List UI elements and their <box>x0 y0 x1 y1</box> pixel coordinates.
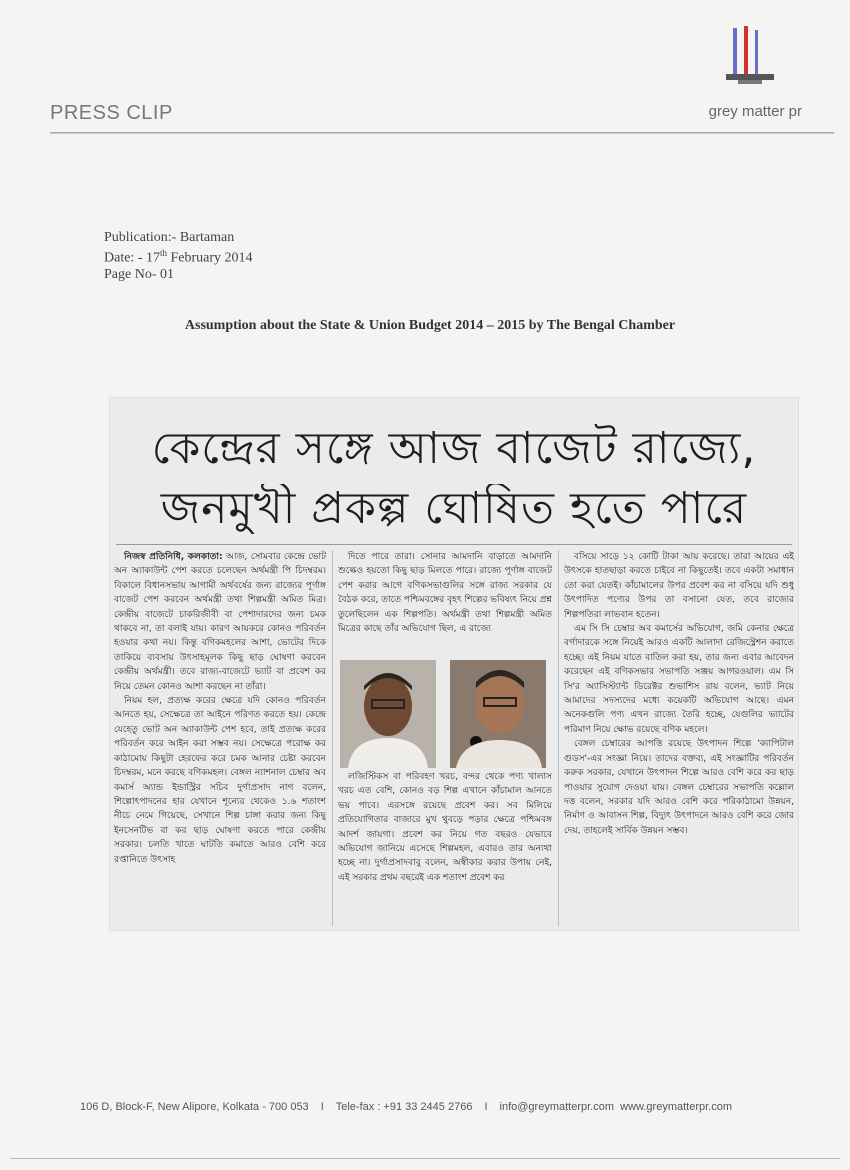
contact-footer <box>80 1101 732 1113</box>
footer-website[interactable]: www.greymatterpr.com <box>620 1101 733 1113</box>
footer-email[interactable]: info@greymatterpr.com <box>499 1101 615 1113</box>
article-paragraph: দিতে পারে তারা। সোনার আমদানি বাড়াতে আমদানি শুল্কেও হয়তো কিছু ছাড় মিলতে পারে। রাজ্যে পূর্ণাঙ্গ বাজেট পেশ করার আগে বণিকসভাগুলির সঙ্গে রাজ্য সরকার যে বৈঠক করে, তাতে পশ্চিমবঙ্গের বৃহৎ শিল্পের ভবিষ্যৎ নিয়ে প্রশ্ন তুলেছিলেন এক শিল্পপতি। অর্থমন্ত্রী তথা শিল্পমন্ত্রী অমিত মিত্রের কাছে তাঁর অভিযোগ ছিল, এ রাজ্যে <box>338 552 552 635</box>
article-text: আজ, সোমবার কেন্দ্রে ভোট অন অ্যাকাউন্ট পেশ করতে চলেছেন অর্থমন্ত্রী পি চিদম্বরম। বিকালে বিধানসভায় আগামী অর্থবর্ষের জন্য রাজ্যের পূর্ণাঙ্গ বাজেট পেশ করবেন অর্থমন্ত্রী তথা শিল্পমন্ত্রী অমিত মিত্র। কেন্দ্রীয় বাজেটে চাকরিজীবী বা পেশাদারদের জন্য চমক থাকবে না, তা বলাই যায়। কারণ আয়করে কোনও পরিবর্তন হওয়ার কথা নয়। কিন্তু বণিকমহলের আশা, ভোটের দিকে তাকিয়ে ব্যবসায় উৎসাহমূলক কিছু ছাড় ঘোষণা করবেন কেন্দ্রীয় অর্থমন্ত্রী। তবে রাজ্য-বাজেটে ভ্যাট বা প্রবেশ কর নিয়ে তেমন কোনও আশা করছেন না তাঁরা। <box>114 552 326 692</box>
footer-separator: I <box>320 1101 324 1113</box>
article-column-2-bottom <box>338 770 552 928</box>
press-clip-label: PRESS CLIP <box>50 102 173 124</box>
bottom-divider <box>10 1158 840 1159</box>
newspaper-clipping <box>110 398 798 930</box>
page-number-line: Page No- 01 <box>104 267 174 282</box>
article-paragraph: এম সি সি চেম্বার অব কমার্সের অভিযোগ, জমি কেনার ক্ষেত্রে বর্গাদারকে সঙ্গে নিয়েই আরও একটি আলাদা রেজিস্ট্রেশন করাতে হচ্ছে। এই নিয়ম যাতে বাতিল করা হয়, তার জন্য এবার আবেদন করেছেন এই বণিকসভার সভাপতি সঞ্জয় আগরওয়াল। এম সি সি'র অ্যাসিস্ট্যান্ট ডিরেক্টর শুভাশিস রায় বলেন, ভ্যাট নিয়ে আমাদের সদস্যদের মধ্যে কয়েকটি অভিযোগ আছে। এমন অনেকগুলি পণ্য এখন রাজ্যে তৈরি হচ্ছে, যেগুলির ভ্যাটের পরিমাণ নিয়ে ক্ষোভ রয়েছে বণিক মহলে। <box>564 624 794 735</box>
clipping-title-line-2: জনমুখী প্রকল্প ঘোষিত হতে পারে <box>160 484 748 534</box>
article-column-1 <box>114 550 326 928</box>
clipping-title-line-1: কেন্দ্রের সঙ্গে আজ বাজেট রাজ্যে, <box>151 424 757 474</box>
date-rest: February 2014 <box>167 250 253 266</box>
date-suffix: th <box>159 248 167 258</box>
article-paragraph <box>114 550 326 694</box>
clipping-divider <box>116 544 792 545</box>
publication-line: Publication:- Bartaman <box>104 230 235 245</box>
grey-matter-pr-logo <box>720 24 780 94</box>
footer-address: 106 D, Block-F, New Alipore, Kolkata - 700 053 <box>80 1101 309 1113</box>
header-divider <box>50 132 834 134</box>
date-line <box>104 248 253 267</box>
column-divider <box>332 550 333 926</box>
article-paragraph: লজিস্টিকস বা পরিবহণ খরচ, বন্দর থেকে পণ্য খালাস খরচ এত বেশি, কোনও বড় শিল্প এখানে কাঁচামাল আনতে ভয় পাবে। এরসঙ্গে রয়েছে প্রবেশ কর। সব মিলিয়ে প্রতিযোগিতার বাজারে মুখ থুবড়ে পড়ার ক্ষেত্রে পশ্চিমবঙ্গ আদর্শ জায়গা। প্রবেশ কর নিয়ে গত বছরও যেভাবে অভিযোগ জানিয়ে এসেছে শিল্পমহল, এবারও তার অন্যথা হচ্ছে না। দুর্গাপ্রসাদবাবু বলেন, অস্বীকার করার উপায় নেই, এই সরকার প্রথম বছরেই এক শতাংশ প্রবেশ কর <box>338 772 552 883</box>
date-prefix: Date: - 17 <box>104 250 160 266</box>
article-paragraph: বসিয়ে সাড়ে ১২ কোটি টাকা আয় করেছে। তারা আয়ের এই উৎসকে হাতছাড়া করতে চাইবে না কিছুতেই। তবে একটা সমাধান তো করা যেতই। কাঁচামালের উপর প্রবেশ কর না বসিয়ে যদি শুধু উৎপাদিত পণ্যের উপর তা বসানো যেত, তবে রাজ্যের শিল্পপতিরা লাভবান হতেন। <box>564 552 794 620</box>
article-paragraph: নিয়ম হল, প্রত্যক্ষ করের ক্ষেত্রে যদি কোনও পরিবর্তন আনতে হয়, সেক্ষেত্রে তা আইনে পরিণত করতে হয়। কেন্দ্রে যেহেতু ভোট অন অ্যাকাউন্ট পেশ হবে, তাই প্রত্যক্ষ করের পরিবর্তন করে আইন করা সম্ভব নয়। সেক্ষেত্রে পরোক্ষ কর কাঠামোয় কিছুটা হেরফের করে চমক আনার চেষ্টা করবেন চিদম্বরম, মনে করছে বণিকমহল। বেঙ্গল ন্যাশনাল চেম্বার অব কমার্স অ্যান্ড ইন্ডাস্ট্রির সচিব দুর্গাপ্রসাদ নাগ বলেন, শিল্পোৎপাদনের হার যেখানে শূন্যের থেকেও ১.৬ শতাংশ নীচে নেমে গিয়েছে, সেখানে শিল্প চাঙ্গা করার জন্য কিছু ইনসেনটিভ বা কর ছাড় ঘোষণা করতে পারে কেন্দ্রীয় সরকার। চলতি খাতে ঘাটতি কমাতে আরও বেশি করে রপ্তানিতে উৎসাহ <box>114 696 326 865</box>
article-column-3 <box>564 550 794 928</box>
article-paragraph: বেঙ্গল চেম্বারের আপত্তি রয়েছে উৎপাদন শিল্পে 'ক্যাপিটাল গুডস'-এর সংজ্ঞা নিয়ে। তাদের বক্তব্য, এই সংজ্ঞাটির পরিবর্তন করুক সরকার, যেখানে উৎপাদন শিল্পে আরও বেশি করে কর ছাড় পাওয়ার সুযোগ দেওয়া যায়। বেঙ্গল চেম্বারের সভাপতি কল্লোল দত্ত বলেন, সরকার যদি আরও বেশি করে পরিকাঠামো উন্নয়ন, নির্মাণ ও আবাসন শিল্প, বিদ্যুৎ উৎপাদনে আরও বেশি করে জোর দেয়, তাহলেই সার্বিক উন্নয়ন সম্ভব। <box>564 739 794 836</box>
byline: নিজস্ব প্রতিনিধি, কলকাতা: <box>124 552 223 562</box>
brand-name: grey matter pr <box>708 103 802 120</box>
portrait-photo <box>340 660 436 768</box>
footer-phone: Tele-fax : +91 33 2445 2766 <box>335 1101 473 1113</box>
footer-separator: I <box>484 1101 488 1113</box>
portrait-photo <box>450 660 546 768</box>
clip-headline: Assumption about the State & Union Budget 2014 – 2015 by The Bengal Chamber <box>184 318 676 333</box>
column-divider <box>558 550 559 926</box>
